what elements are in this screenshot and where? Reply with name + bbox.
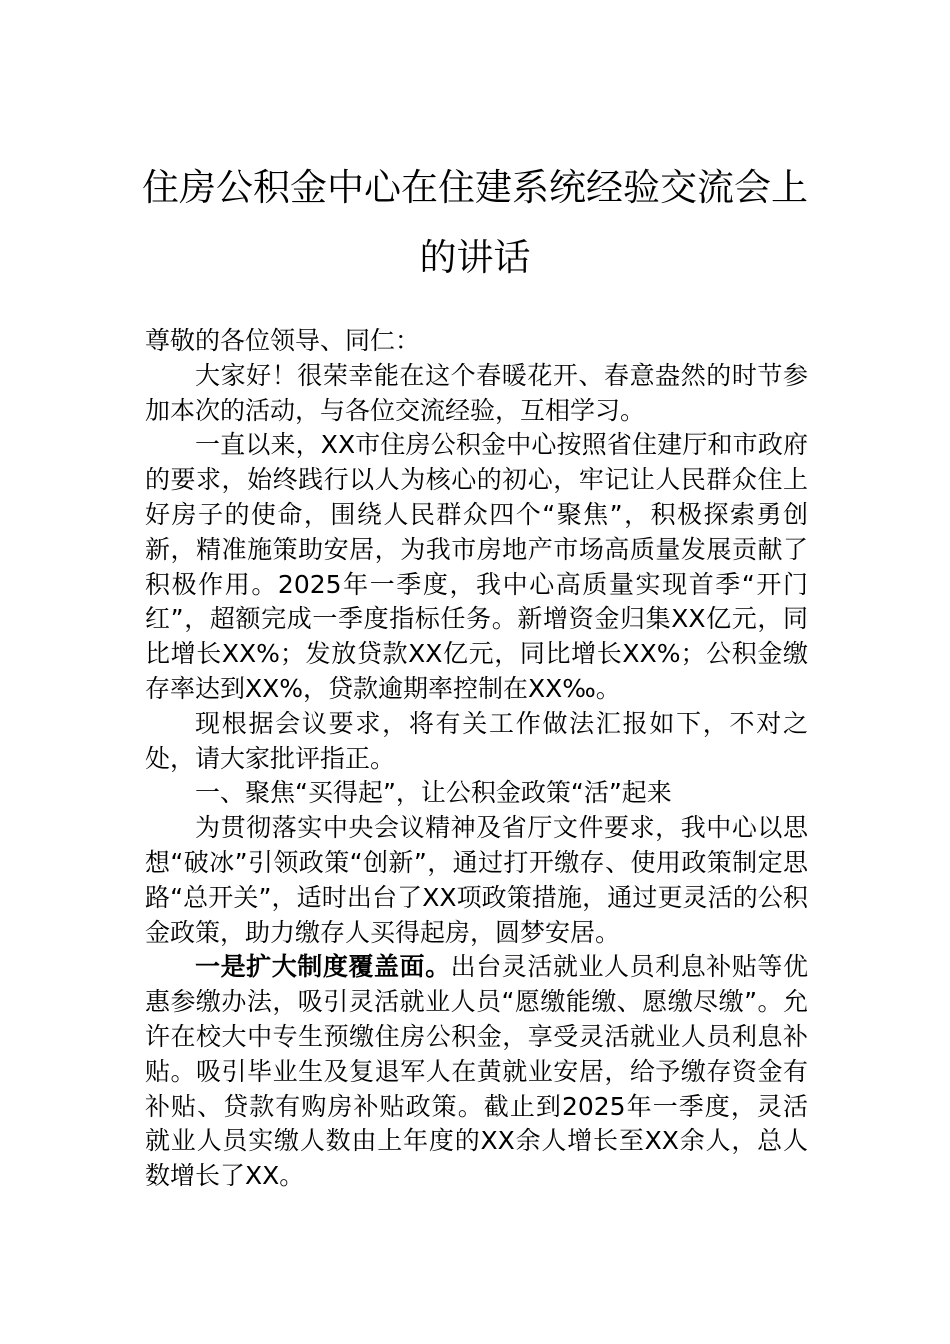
document-body bbox=[145, 324, 808, 1194]
salutation: 尊敬的各位领导、同仁： bbox=[145, 326, 421, 355]
paragraph-greeting: 大家好！很荣幸能在这个春暖花开、春意盎然的时节参加本次的活动，与各位交流经验，互相学习。 bbox=[145, 360, 808, 425]
document-title-line-1: 住房公积金中心在住建系统经验交流会上 bbox=[142, 166, 808, 209]
document-title-line-2: 的讲话 bbox=[419, 236, 531, 279]
paragraph-coverage-text: 出台灵活就业人员利息补贴等优惠参缴办法，吸引灵活就业人员“愿缴能缴、愿缴尽缴”。允许在校大中专生预缴住房公积金，享受灵活就业人员利息补贴。吸引毕业生及复退军人在黄就业安居，给予缴存资金有补贴、贷款有购房补贴政策。截止到2025年一季度，灵活就业人员实缴人数由上年度的XX余人增长至XX余人，总人数增长了XX。 bbox=[145, 952, 808, 1191]
paragraph-policy: 为贯彻落实中央会议精神及省厅文件要求，我中心以思想“破冰”引领政策“创新”，通过打开缴存、使用政策制定思路“总开关”，适时出台了XX项政策措施，通过更灵活的公积金政策，助力缴存人买得起房，圆梦安居。 bbox=[145, 813, 808, 947]
paragraph-overview: 一直以来，XX市住房公积金中心按照省住建厅和市政府的要求，始终践行以人为核心的初心，牢记让人民群众住上好房子的使命，围绕人民群众四个“聚焦”，积极探索勇创新，精准施策助安居，为我市房地产市场高质量发展贡献了积极作用。2025年一季度，我中心高质量实现首季“开门红”，超额完成一季度指标任务。新增资金归集XX亿元，同比增长XX%；发放贷款XX亿元，同比增长XX%；公积金缴存率达到XX%，贷款逾期率控制在XX‰。 bbox=[145, 430, 808, 703]
paragraph-lead-bold: 一是扩大制度覆盖面。 bbox=[195, 952, 451, 982]
paragraph-report-intro: 现根据会议要求，将有关工作做法汇报如下，不对之处，请大家批评指正。 bbox=[145, 708, 808, 773]
paragraph-coverage bbox=[145, 950, 808, 1194]
section-heading-1: 一、聚焦“买得起”，让公积金政策“活”起来 bbox=[195, 778, 672, 808]
